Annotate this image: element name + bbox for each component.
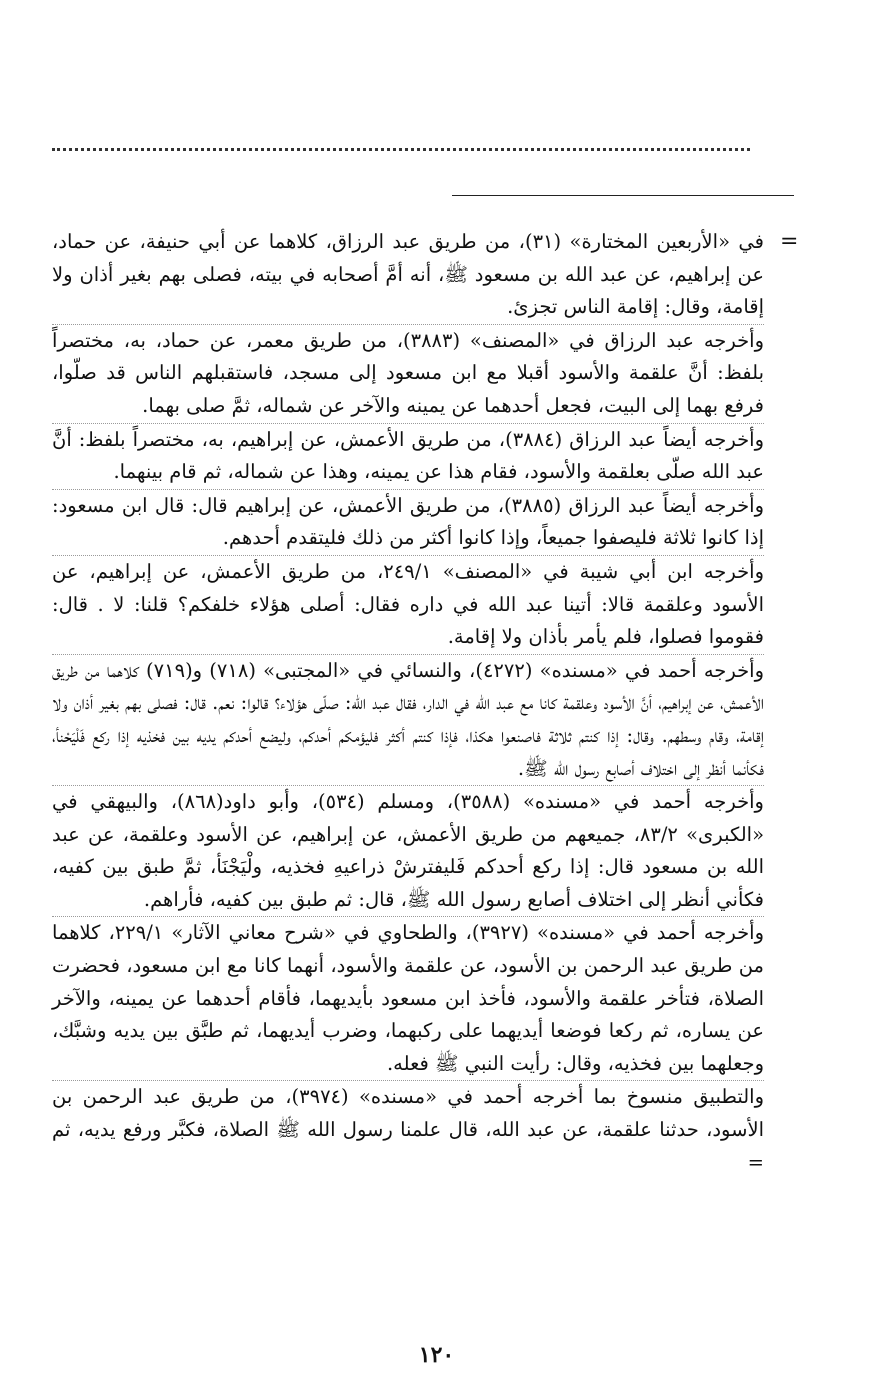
footnote-paragraph-4: وأخرجه أيضاً عبد الرزاق (٣٨٨٥)، من طريق الأعمش، عن إبراهيم قال: قال ابن مسعود: إذا كانوا ثلاثة فليصفوا جميعاً، وإذا كانوا أكثر من ذلك فليتقدم أحدهم. bbox=[52, 489, 764, 555]
header-dotted-rule bbox=[52, 148, 750, 151]
footnote-separator-line bbox=[452, 195, 794, 196]
continuation-mark: = bbox=[780, 229, 799, 254]
footnote-paragraph-9: والتطبيق منسوخ بما أخرجه أحمد في «مسنده» (٣٩٧٤)، من طريق عبد الرحمن بن الأسود، حدثنا علقمة، عن عبد الله، قال علمنا رسول الله ﷺ الصلاة، فكبَّر ورفع يديه، ثم = bbox=[52, 1080, 764, 1179]
footnote-paragraph-1: في «الأربعين المختارة» (٣١)، من طريق عبد الرزاق، كلاهما عن أبي حنيفة، عن حماد، عن إبراهيم، عن عبد الله بن مسعود ﷺ، أنه أمَّ أصحابه في بيته، فصلى بهم بغير أذان ولا إقامة، وقال: إقامة الناس تجزئ. bbox=[52, 230, 764, 319]
footnote-paragraph-2: وأخرجه عبد الرزاق في «المصنف» (٣٨٨٣)، من طريق معمر، عن حماد، به، مختصراً بلفظ: أنَّ علقمة والأسود أقبلا مع ابن مسعود إلى مسجد، فاستقبلهم الناس قد صلّوا، فرفع بهما إلى البيت، فجعل أحدهما عن يمينه والآخر عن شماله، ثمَّ صلى بهما. bbox=[52, 324, 764, 423]
footnote-paragraph-5: وأخرجه ابن أبي شيبة في «المصنف» ٢٤٩/١، من طريق الأعمش، عن إبراهيم، عن الأسود وعلقمة قالا: أتينا عبد الله في داره فقال: أصلى هؤلاء خلفكم؟ قلنا: لا . قال: فقوموا فصلوا، فلم يأمر بأذان ولا إقامة. bbox=[52, 555, 764, 654]
footnote-text-block bbox=[52, 226, 764, 1179]
page-number: ١٢٠ bbox=[418, 1342, 455, 1368]
footnote-paragraph-8: وأخرجه أحمد في «مسنده» (٣٩٢٧)، والطحاوي في «شرح معاني الآثار» ٢٢٩/١، كلاهما من طريق عبد الرحمن بن الأسود، عن علقمة والأسود، أنهما كانا مع ابن مسعود، فحضرت الصلاة، فتأخر علقمة والأسود، فأخذ ابن مسعود بأيديهما، فأقام أحدهما عن يمينه، والآخر عن يساره، ثم ركعا فوضعا أيديهما على ركبهما، وضرب أيديهما، ثم طبَّق بين يديه وشبَّك، وجعلهما بين فخذيه، وقال: رأيت النبي ﷺ فعله. bbox=[52, 916, 764, 1080]
footnote-paragraph-3: وأخرجه أيضاً عبد الرزاق (٣٨٨٤)، من طريق الأعمش، عن إبراهيم، به، مختصراً بلفظ: أنَّ عبد الله صلّى بعلقمة والأسود، فقام هذا عن يمينه، وهذا عن شماله، ثم قام بينهما. bbox=[52, 423, 764, 489]
footnote-paragraph-6: وأخرجه أحمد في «مسنده» (٤٢٧٢)، والنسائي في «المجتبى» (٧١٨) و(٧١٩) كلاهما من طريق الأعمش، عن إبراهيم، أنَّ الأسود وعلقمة كانا مع عبد الله في الدار، فقال عبد الله: صلّى هؤلاء؟ قالوا: نعم. قال: فصلى بهم بغير أذان ولا إقامة، وقام وسطهم. وقال: إذا كنتم ثلاثة فاصنعوا هكذا، فإذا كنتم أكثر فليؤمكم أحدكم، وليضع أحدكم يديه بين فخذيه إذا ركع فَلْيَحْنأ، فكأنما أنظر إلى اختلاف أصابع رسول الله ﷺ. bbox=[52, 654, 764, 785]
footnote-paragraph-7: وأخرجه أحمد في «مسنده» (٣٥٨٨)، ومسلم (٥٣٤)، وأبو داود(٨٦٨)، والبيهقي في «الكبرى» ٨٣/٢، جميعهم من طريق الأعمش، عن إبراهيم، عن الأسود وعلقمة، عن عبد الله بن مسعود قال: إذا ركع أحدكم فَليفترشْ ذراعيهِ فخذيه، ولْيَجْنَأ، ثمَّ طبق بين كفيه، فكأني أنظر إلى اختلاف أصابع رسول الله ﷺ، قال: ثم طبق بين كفيه، فأراهم. bbox=[52, 785, 764, 916]
